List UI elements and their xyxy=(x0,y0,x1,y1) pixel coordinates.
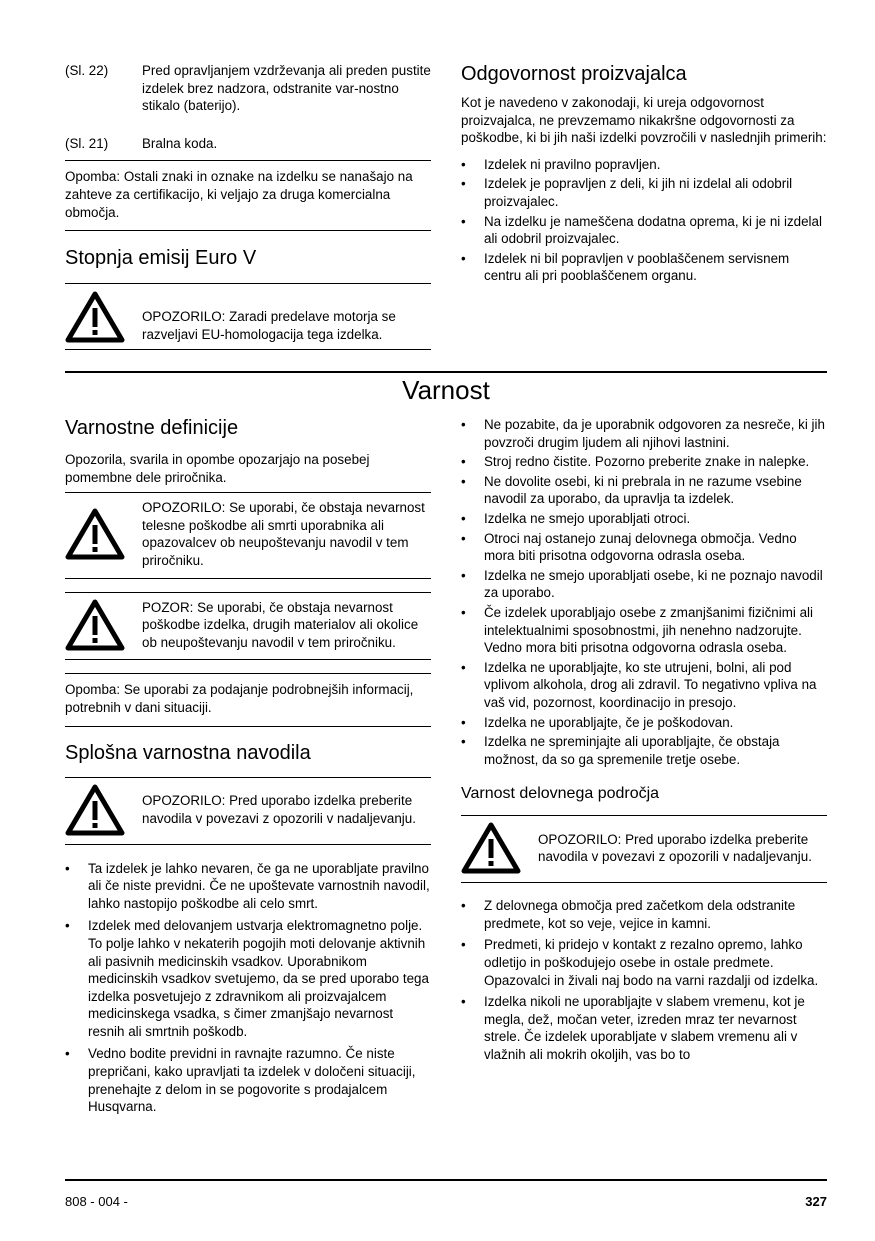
symbol-row xyxy=(65,135,431,153)
warning-text: Se uporabi, če obstaja nevarnost telesne poškodbe ali smrti uporabnika ali opazovalcev ob neupoštevanju navodil v tem priročniku. xyxy=(142,500,425,568)
warning-box xyxy=(461,815,827,883)
list-item: • Izdelek ni bil popravljen v pooblaščenem servisnem centru ali pri pooblaščenem organu. xyxy=(461,250,827,285)
warning-label: OPOZORILO: xyxy=(538,831,622,847)
warning-triangle-icon xyxy=(65,599,142,651)
warning-triangle-icon xyxy=(461,822,538,874)
caution-text: Se uporabi, če obstaja nevarnost poškodbe izdelka, drugih materialov ali okolice ob neupoštevanju navodil v tem priročniku. xyxy=(142,599,419,650)
warning-triangle-icon xyxy=(65,508,142,560)
right-bottom-column xyxy=(461,416,827,1066)
list-item: • Izdelka ne smejo uporabljati osebe, ki ne poznajo navodil za uporabo. xyxy=(461,567,827,602)
list-item: • Izdelek je popravljen z deli, ki jih ni izdelal ali odobril proizvajalec. xyxy=(461,175,827,210)
note-text: Ostali znaki in oznake na izdelku se nanašajo na zahteve za certifikacijo, ki veljajo za druga komercialna območja. xyxy=(65,169,413,220)
list-item: • Predmeti, ki pridejo v kontakt z rezalno opremo, lahko odletijo in poškodujejo osebe in ostale predmete. Opazovalci in živali naj bodo na varni razdalji od izdelka. xyxy=(461,936,827,989)
symbol-description: Bralna koda. xyxy=(142,135,218,151)
warning-label: OPOZORILO: xyxy=(142,309,226,325)
warning-label: OPOZORILO: xyxy=(142,792,226,808)
general-safety-list xyxy=(65,860,431,1116)
liability-intro: Kot je navedeno v zakonodaji, ki ureja odgovornost proizvajalca, ne prevzemamo nikakršne odgovornosti za poškodbe, ki bi jih naši izdelki povzročili v naslednjih primerih: xyxy=(461,95,827,146)
section-heading-definitions: Varnostne definicije xyxy=(65,417,239,439)
right-top-column xyxy=(461,62,827,287)
workarea-list xyxy=(461,897,827,1063)
general-safety-list-continued xyxy=(461,416,827,768)
caution-label: POZOR: xyxy=(142,599,194,615)
list-item: • Izdelek med delovanjem ustvarja elektromagnetno polje. To polje lahko v nekaterih pogojih moti delovanje aktivnih ali pasivnih medicinskih vsadkov. Uporabnikom medicinskih vsadkov svetujemo, da se pred uporabo tega izdelka posvetujejo z zdravnikom ali proizvajalcem medicinskega vsadka, s čimer zmanjšajo nevarnost resnih ali smrtnih poškodb. xyxy=(65,917,431,1040)
warning-text: Pred uporabo izdelka preberite navodila v povezavi z opozorili v nadaljevanju. xyxy=(142,792,416,826)
definitions-intro: Opozorila, svarila in opombe opozarjajo na posebej pomembne dele priročnika. xyxy=(65,452,370,485)
list-item: • Izdelek ni pravilno popravljen. xyxy=(461,156,827,174)
section-heading-workarea: Varnost delovnega področja xyxy=(461,785,660,803)
liability-list xyxy=(461,156,827,285)
list-item: • Ta izdelek je lahko nevaren, če ga ne uporabljate pravilno ali če niste previdni. Če ne upoštevate varnostnih navodil, lahko nastopijo poškodbe ali celo smrt. xyxy=(65,860,431,913)
chapter-title: Varnost xyxy=(402,375,490,405)
note-label: Opomba: xyxy=(65,682,121,698)
symbol-description: Pred opravljanjem vzdrževanja ali preden pustite izdelek brez nadzora, odstranite var-nostno stikalo (baterijo). xyxy=(142,63,431,114)
symbol-ref: (Sl. 22) xyxy=(65,63,109,78)
page-number: 327 xyxy=(805,1194,827,1209)
list-item: • Vedno bodite previdni in ravnajte razumno. Če niste prepričani, kako upravljati ta izdelek v določeni situaciji, prenehajte z delom in se pogovorite s prodajalcem Husqvarna. xyxy=(65,1045,431,1115)
warning-box xyxy=(65,492,431,578)
symbol-row xyxy=(65,62,431,115)
warning-box xyxy=(65,777,431,845)
list-item: • Izdelka nikoli ne uporabljajte v slabem vremenu, kot je megla, dež, močan veter, izreden mraz ter nevarnost strele. Če izdelek uporabljate v slabem vremenu ali v vlažnih ali mokrih okoljih, vas bo to xyxy=(461,993,827,1063)
list-item: • Če izdelek uporabljajo osebe z zmanjšanimi fizičnimi ali intelektualnimi sposobnostmi, jih nenehno nadzorujte. Vedno mora biti prisotna odgovorna odrasla oseba. xyxy=(461,604,827,657)
section-heading-general: Splošna varnostna navodila xyxy=(65,741,311,764)
symbol-ref: (Sl. 21) xyxy=(65,135,109,151)
list-item: • Otroci naj ostanejo zunaj delovnega območja. Vedno mora biti prisotna odgovorna odrasla oseba. xyxy=(461,530,827,565)
list-item: • Ne pozabite, da je uporabnik odgovoren za nesreče, ki jih povzroči drugim ljudem ali njihovi lastnini. xyxy=(461,416,827,451)
list-item: • Z delovnega območja pred začetkom dela odstranite predmete, kot so veje, vejice in kamni. xyxy=(461,897,827,932)
left-bottom-column xyxy=(65,416,431,1118)
section-heading-emission: Stopnja emisij Euro V xyxy=(65,247,257,270)
note-text: Se uporabi za podajanje podrobnejših informacij, potrebnih v dani situaciji. xyxy=(65,682,414,715)
note-box xyxy=(65,673,431,726)
list-item: • Ne dovolite osebi, ki ni prebrala in ne razume vsebine navodil za uporabo, da upravlja ta izdelek. xyxy=(461,473,827,508)
warning-label: OPOZORILO: xyxy=(142,500,226,516)
list-item: • Stroj redno čistite. Pozorno preberite znake in nalepke. xyxy=(461,453,827,471)
page-footer xyxy=(65,1179,827,1209)
chapter-title-bar xyxy=(65,371,827,405)
note-label: Opomba: xyxy=(65,169,121,185)
caution-box xyxy=(65,592,431,661)
list-item: • Izdelka ne spreminjajte ali uporabljajte, če obstaja možnost, da so ga spremenile tretje osebe. xyxy=(461,733,827,768)
warning-box xyxy=(65,283,431,350)
list-item: • Izdelka ne uporabljajte, če je poškodovan. xyxy=(461,714,827,732)
warning-text: Zaradi predelave motorja se razveljavi EU-homologacija tega izdelka. xyxy=(142,309,396,342)
warning-triangle-icon xyxy=(65,291,142,343)
document-code: 808 - 004 - xyxy=(65,1194,128,1209)
note-box xyxy=(65,160,431,231)
section-heading-liability: Odgovornost proizvajalca xyxy=(461,63,687,85)
warning-text: Pred uporabo izdelka preberite navodila v povezavi z opozorili v nadaljevanju. xyxy=(538,831,812,865)
left-top-column xyxy=(65,62,431,350)
list-item: • Izdelka ne smejo uporabljati otroci. xyxy=(461,510,827,528)
warning-triangle-icon xyxy=(65,784,142,836)
list-item: • Izdelka ne uporabljajte, ko ste utrujeni, bolni, ali pod vplivom alkohola, drog ali zdravil. To negativno vpliva na vaš vid, pozornost, koordinacijo in presojo. xyxy=(461,659,827,712)
list-item: • Na izdelku je nameščena dodatna oprema, ki je ni izdelal ali odobril proizvajalec. xyxy=(461,213,827,248)
